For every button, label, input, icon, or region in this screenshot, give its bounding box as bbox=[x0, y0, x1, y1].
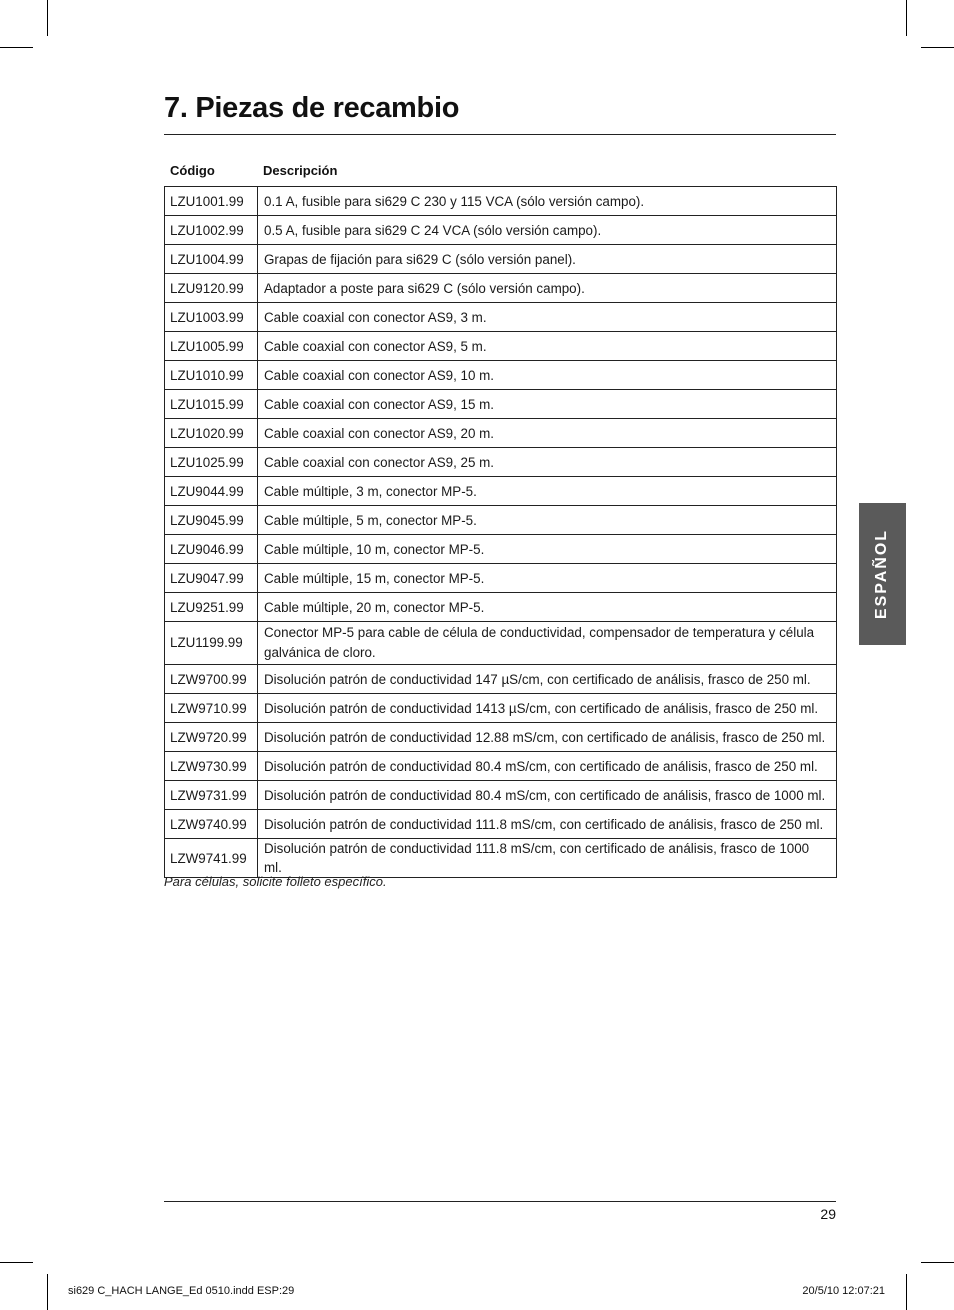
table-row bbox=[165, 245, 837, 274]
table-row bbox=[165, 723, 837, 752]
part-description: Disolución patrón de conductividad 147 µS/cm, con certificado de análisis, frasco de 250 ml. bbox=[258, 665, 837, 694]
table-row bbox=[165, 274, 837, 303]
print-slug-file: si629 C_HACH LANGE_Ed 0510.indd ESP:29 bbox=[68, 1285, 295, 1297]
footer-divider bbox=[164, 1201, 836, 1202]
table-row bbox=[165, 332, 837, 361]
part-description: Cable coaxial con conector AS9, 5 m. bbox=[258, 332, 837, 361]
part-description: Cable múltiple, 3 m, conector MP-5. bbox=[258, 477, 837, 506]
table-row bbox=[165, 216, 837, 245]
part-code: LZU1004.99 bbox=[165, 245, 258, 274]
part-code: LZW9700.99 bbox=[165, 665, 258, 694]
table-row bbox=[165, 506, 837, 535]
page-title: 7. Piezas de recambio bbox=[164, 92, 460, 124]
table-row bbox=[165, 665, 837, 694]
part-code: LZU1001.99 bbox=[165, 187, 258, 216]
table-row bbox=[165, 535, 837, 564]
column-header-code: Código bbox=[170, 163, 215, 178]
part-description: Disolución patrón de conductividad 111.8 mS/cm, con certificado de análisis, frasco de 250 ml. bbox=[258, 810, 837, 839]
table-row bbox=[165, 187, 837, 216]
part-description: Cable múltiple, 5 m, conector MP-5. bbox=[258, 506, 837, 535]
table-row bbox=[165, 593, 837, 622]
part-description: Cable múltiple, 20 m, conector MP-5. bbox=[258, 593, 837, 622]
language-tab-label: ESPAÑOL bbox=[873, 528, 891, 620]
part-code: LZW9710.99 bbox=[165, 694, 258, 723]
part-description: Adaptador a poste para si629 C (sólo versión campo). bbox=[258, 274, 837, 303]
table-row bbox=[165, 694, 837, 723]
part-description: Disolución patrón de conductividad 80.4 mS/cm, con certificado de análisis, frasco de 1000 ml. bbox=[258, 781, 837, 810]
part-code: LZW9731.99 bbox=[165, 781, 258, 810]
part-code: LZU1010.99 bbox=[165, 361, 258, 390]
part-code: LZU1025.99 bbox=[165, 448, 258, 477]
part-code: LZW9720.99 bbox=[165, 723, 258, 752]
language-tab bbox=[859, 503, 906, 645]
crop-mark bbox=[47, 0, 48, 36]
table-row bbox=[165, 303, 837, 332]
part-description: Conector MP-5 para cable de célula de conductividad, compensador de temperatura y célula galvánica de cloro. bbox=[258, 622, 837, 665]
part-description: Disolución patrón de conductividad 12.88 mS/cm, con certificado de análisis, frasco de 250 ml. bbox=[258, 723, 837, 752]
table-row bbox=[165, 390, 837, 419]
title-divider bbox=[164, 134, 836, 135]
part-description: Disolución patrón de conductividad 1413 µS/cm, con certificado de análisis, frasco de 250 ml. bbox=[258, 694, 837, 723]
print-slug-date: 20/5/10 12:07:21 bbox=[802, 1285, 885, 1297]
part-description: Cable múltiple, 10 m, conector MP-5. bbox=[258, 535, 837, 564]
part-code: LZW9740.99 bbox=[165, 810, 258, 839]
part-description: Cable coaxial con conector AS9, 25 m. bbox=[258, 448, 837, 477]
table-row bbox=[165, 419, 837, 448]
page-number: 29 bbox=[820, 1206, 836, 1222]
part-description: Cable coaxial con conector AS9, 20 m. bbox=[258, 419, 837, 448]
part-description: 0.5 A, fusible para si629 C 24 VCA (sólo versión campo). bbox=[258, 216, 837, 245]
crop-mark bbox=[921, 47, 954, 48]
part-code: LZW9730.99 bbox=[165, 752, 258, 781]
table-row bbox=[165, 839, 837, 878]
table-row bbox=[165, 361, 837, 390]
table-row bbox=[165, 448, 837, 477]
spare-parts-table bbox=[164, 186, 837, 878]
table-row bbox=[165, 564, 837, 593]
crop-mark bbox=[47, 1274, 48, 1310]
part-description: Grapas de fijación para si629 C (sólo versión panel). bbox=[258, 245, 837, 274]
part-description: Cable coaxial con conector AS9, 3 m. bbox=[258, 303, 837, 332]
part-code: LZU9120.99 bbox=[165, 274, 258, 303]
part-code: LZU1003.99 bbox=[165, 303, 258, 332]
part-code: LZU9046.99 bbox=[165, 535, 258, 564]
part-code: LZU1020.99 bbox=[165, 419, 258, 448]
part-description: 0.1 A, fusible para si629 C 230 y 115 VCA (sólo versión campo). bbox=[258, 187, 837, 216]
footnote: Para células, solicite folleto específico. bbox=[164, 874, 387, 889]
part-description: Cable múltiple, 15 m, conector MP-5. bbox=[258, 564, 837, 593]
part-code: LZU9045.99 bbox=[165, 506, 258, 535]
crop-mark bbox=[906, 0, 907, 36]
part-code: LZU9044.99 bbox=[165, 477, 258, 506]
part-code: LZU9251.99 bbox=[165, 593, 258, 622]
part-description: Cable coaxial con conector AS9, 10 m. bbox=[258, 361, 837, 390]
part-code: LZU1005.99 bbox=[165, 332, 258, 361]
crop-mark bbox=[0, 1262, 33, 1263]
crop-mark bbox=[921, 1262, 954, 1263]
part-code: LZU9047.99 bbox=[165, 564, 258, 593]
crop-mark bbox=[0, 47, 33, 48]
part-description: Disolución patrón de conductividad 111.8 mS/cm, con certificado de análisis, frasco de 1000 ml. bbox=[258, 839, 837, 878]
part-code: LZU1015.99 bbox=[165, 390, 258, 419]
part-code: LZU1002.99 bbox=[165, 216, 258, 245]
table-row bbox=[165, 781, 837, 810]
part-description: Disolución patrón de conductividad 80.4 mS/cm, con certificado de análisis, frasco de 250 ml. bbox=[258, 752, 837, 781]
crop-mark bbox=[906, 1274, 907, 1310]
part-description: Cable coaxial con conector AS9, 15 m. bbox=[258, 390, 837, 419]
column-header-description: Descripción bbox=[263, 163, 338, 178]
part-code: LZW9741.99 bbox=[165, 839, 258, 878]
part-code: LZU1199.99 bbox=[165, 622, 258, 665]
table-row bbox=[165, 752, 837, 781]
table-row bbox=[165, 477, 837, 506]
table-row bbox=[165, 810, 837, 839]
table-row bbox=[165, 622, 837, 665]
